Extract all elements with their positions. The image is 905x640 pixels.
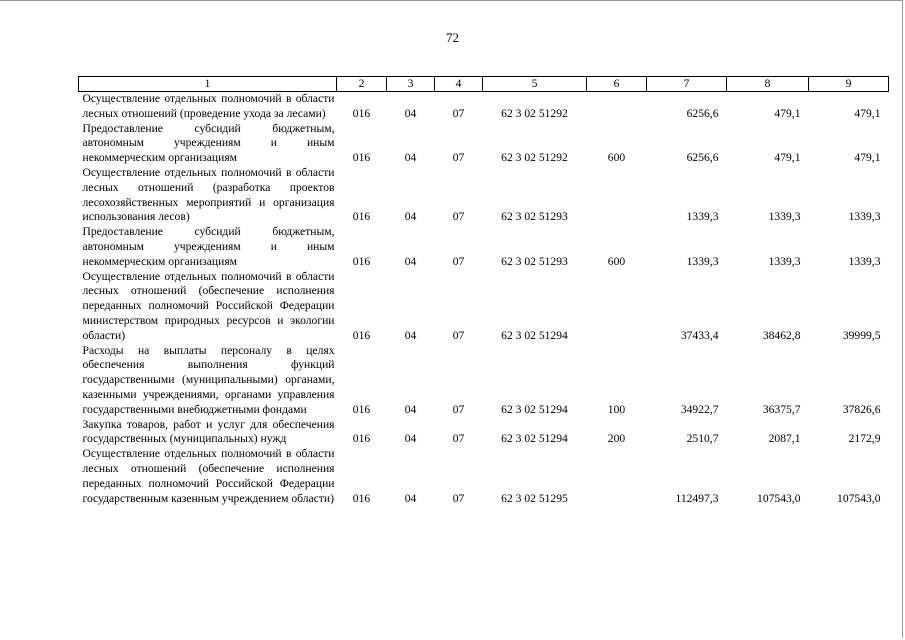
- cell-amount-8: 1339,3: [768, 254, 801, 268]
- cell-ministry-code: 016: [352, 402, 371, 416]
- table-row: [79, 344, 889, 418]
- row-description: Осуществление отдельных полномочий в области лесных отношений (обеспечение исполнения переданных полномочий Российской Федерации государственным казенным учреждением области): [82, 447, 335, 505]
- cell-section: 04: [404, 402, 417, 416]
- cell-subsection: 07: [452, 254, 465, 268]
- cell-expense-type: [587, 270, 647, 344]
- cell-subsection: 07: [452, 210, 465, 224]
- cell-amount-9: 479,1: [854, 106, 881, 120]
- cell-amount-8: 38462,8: [762, 328, 801, 342]
- cell-subsection: 07: [452, 491, 465, 505]
- cell-subsection: 07: [452, 432, 465, 446]
- header-cell-9: 9: [809, 77, 889, 92]
- cell-subsection: 07: [452, 106, 465, 120]
- table-header: [79, 77, 889, 92]
- cell-expense-type: [587, 166, 647, 225]
- cell-amount-9: 479,1: [854, 151, 881, 165]
- cell-amount-7: 112497,3: [675, 491, 719, 505]
- table-row: [79, 166, 889, 225]
- cell-amount-9: 1339,3: [848, 210, 881, 224]
- cell-amount-8: 107543,0: [757, 491, 801, 505]
- budget-table-container: [78, 76, 888, 506]
- cell-amount-7: 6256,6: [686, 106, 719, 120]
- cell-amount-7: 34922,7: [680, 402, 719, 416]
- cell-ministry-code: 016: [352, 210, 371, 224]
- cell-ministry-code: 016: [352, 491, 371, 505]
- table-row: [79, 418, 889, 448]
- cell-section: 04: [404, 210, 417, 224]
- row-description: Осуществление отдельных полномочий в области лесных отношений (обеспечение исполнения переданных полномочий Российской Федерации министерством природных ресурсов и экологии области): [82, 269, 335, 342]
- header-cell-2: 2: [337, 77, 387, 92]
- cell-amount-8: 479,1: [774, 151, 801, 165]
- cell-amount-8: 1339,3: [768, 210, 801, 224]
- cell-amount-7: 37433,4: [680, 328, 719, 342]
- cell-target-article: 62 3 02 51293: [501, 210, 568, 224]
- row-description: Предоставление субсидий бюджетным, автономным учреждениям и иным некоммерческим организациям: [82, 225, 335, 268]
- cell-expense-type: 600: [607, 254, 626, 268]
- header-cell-8: 8: [727, 77, 809, 92]
- cell-expense-type: 600: [607, 151, 626, 165]
- header-cell-6: 6: [587, 77, 647, 92]
- row-description: Осуществление отдельных полномочий в области лесных отношений (разработка проектов лесохозяйственных мероприятий и организация использования лесов): [82, 165, 335, 224]
- cell-ministry-code: 016: [352, 254, 371, 268]
- cell-target-article: 62 3 02 51294: [501, 402, 568, 416]
- cell-target-article: 62 3 02 51294: [501, 432, 568, 446]
- cell-ministry-code: 016: [352, 432, 371, 446]
- table-body: [79, 92, 889, 507]
- row-description: Расходы на выплаты персоналу в целях обеспечения выполнения функций государственными (муниципальными) органами, казенными учреждениями, органами управления государственными внебюджетными фондами: [82, 343, 335, 416]
- row-description: Закупка товаров, работ и услуг для обеспечения государственных (муниципальных) нужд: [82, 417, 335, 446]
- header-cell-1: 1: [79, 77, 337, 92]
- cell-amount-7: 1339,3: [686, 254, 719, 268]
- cell-section: 04: [404, 254, 417, 268]
- cell-section: 04: [404, 491, 417, 505]
- cell-amount-8: 36375,7: [762, 402, 801, 416]
- cell-expense-type: 200: [607, 432, 626, 446]
- table-row: [79, 92, 889, 122]
- cell-section: 04: [404, 106, 417, 120]
- cell-amount-9: 2172,9: [848, 432, 881, 446]
- cell-amount-8: 479,1: [774, 106, 801, 120]
- cell-section: 04: [404, 328, 417, 342]
- budget-table: [78, 76, 889, 506]
- table-row: [79, 225, 889, 269]
- cell-amount-7: 6256,6: [686, 151, 719, 165]
- table-row: [79, 122, 889, 166]
- cell-expense-type: 100: [607, 402, 626, 416]
- cell-amount-9: 1339,3: [848, 254, 881, 268]
- row-description: Осуществление отдельных полномочий в области лесных отношений (проведение ухода за лесами): [82, 92, 335, 120]
- cell-expense-type: [587, 447, 647, 506]
- cell-ministry-code: 016: [352, 106, 371, 120]
- cell-subsection: 07: [452, 328, 465, 342]
- cell-target-article: 62 3 02 51293: [501, 254, 568, 268]
- row-description: Предоставление субсидий бюджетным, автономным учреждениям и иным некоммерческим организациям: [82, 121, 335, 165]
- cell-target-article: 62 3 02 51292: [501, 106, 568, 120]
- header-cell-3: 3: [387, 77, 435, 92]
- header-cell-7: 7: [647, 77, 727, 92]
- table-row: [79, 447, 889, 506]
- cell-expense-type: [587, 92, 647, 122]
- cell-section: 04: [404, 432, 417, 446]
- page-number: 72: [446, 30, 459, 45]
- header-cell-4: 4: [435, 77, 483, 92]
- cell-ministry-code: 016: [352, 328, 371, 342]
- cell-subsection: 07: [452, 151, 465, 165]
- table-row: [79, 270, 889, 344]
- header-cell-5: 5: [483, 77, 587, 92]
- cell-target-article: 62 3 02 51292: [501, 151, 568, 165]
- cell-amount-8: 2087,1: [768, 432, 801, 446]
- cell-ministry-code: 016: [352, 151, 371, 165]
- cell-amount-9: 37826,6: [842, 402, 881, 416]
- cell-amount-9: 107543,0: [837, 491, 881, 505]
- header-row: [79, 77, 889, 92]
- cell-amount-9: 39999,5: [842, 328, 881, 342]
- cell-amount-7: 2510,7: [686, 432, 719, 446]
- cell-target-article: 62 3 02 51295: [501, 491, 568, 505]
- cell-section: 04: [404, 151, 417, 165]
- cell-subsection: 07: [452, 402, 465, 416]
- cell-amount-7: 1339,3: [686, 210, 719, 224]
- cell-target-article: 62 3 02 51294: [501, 328, 568, 342]
